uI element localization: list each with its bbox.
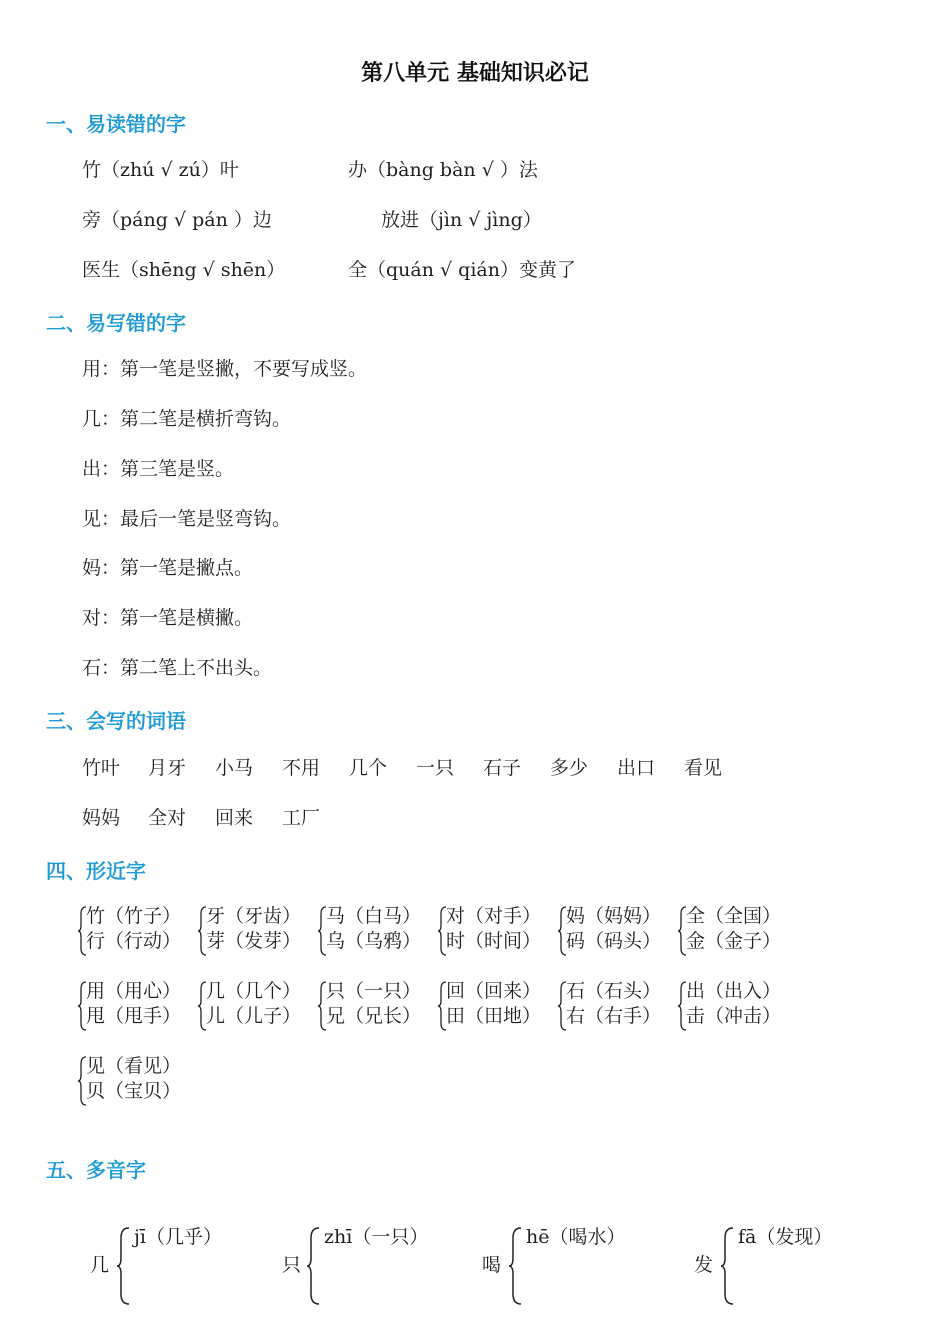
similar-char-top: 回（回来） (446, 980, 542, 1002)
similar-char-bottom: 乌（乌鸦） (326, 930, 422, 952)
word: 石子 (483, 757, 522, 779)
curly-brace-icon (508, 1226, 524, 1306)
section-heading-similar-chars: 四、形近字 (46, 859, 146, 883)
word: 月牙 (148, 757, 187, 779)
similar-char-pair (206, 979, 301, 1029)
similar-char-bottom: 兄（兄长） (326, 1005, 422, 1027)
similar-char-pair (326, 979, 421, 1029)
curly-brace-icon (78, 981, 88, 1031)
section-heading-misread: 一、易读错的字 (46, 112, 186, 136)
misread-item: 旁（páng √ pán ）边 (82, 209, 272, 231)
similar-char-top: 只（一只） (326, 980, 422, 1002)
similar-char-top: 马（白马） (326, 905, 422, 927)
similar-char-bottom: 右（右手） (566, 1005, 662, 1027)
curly-brace-icon (678, 906, 688, 956)
similar-char-pair (686, 979, 781, 1029)
similar-char-bottom: 时（时间） (446, 930, 542, 952)
misread-item: 办（bàng bàn √ ）法 (348, 159, 538, 181)
curly-brace-icon (678, 981, 688, 1031)
word: 几个 (349, 757, 388, 779)
similar-char-top: 竹（竹子） (86, 905, 182, 927)
similar-char-pair (326, 904, 421, 954)
miswritten-item: 用：第一笔是竖撇，不要写成竖。 (82, 358, 368, 380)
similar-char-pair (86, 979, 181, 1029)
polyphonic-reading: jī（几乎） (134, 1226, 222, 1248)
curly-brace-icon (558, 981, 568, 1031)
word: 多少 (550, 757, 589, 779)
misread-item: 放进（jìn √ jìng） (381, 209, 542, 231)
similar-char-bottom: 金（金子） (686, 930, 782, 952)
curly-brace-icon (306, 1226, 322, 1306)
miswritten-item: 妈：第一笔是撇点。 (82, 557, 254, 579)
polyphonic-reading: zhī（一只） (324, 1226, 429, 1248)
similar-char-top: 出（出入） (686, 980, 782, 1002)
polyphonic-reading: fā（发现） (738, 1226, 833, 1248)
similar-char-top: 对（对手） (446, 905, 542, 927)
similar-char-bottom: 田（田地） (446, 1005, 542, 1027)
curly-brace-icon (198, 906, 208, 956)
section-heading-words: 三、会写的词语 (46, 709, 186, 733)
curly-brace-icon (198, 981, 208, 1031)
similar-char-bottom: 行（行动） (86, 930, 182, 952)
misread-item: 竹（zhú √ zú）叶 (82, 159, 239, 181)
similar-char-bottom: 芽（发芽） (206, 930, 302, 952)
misread-item: 全（quán √ qián）变黄了 (348, 259, 576, 281)
miswritten-item: 几：第二笔是横折弯钩。 (82, 408, 292, 430)
miswritten-item: 见：最后一笔是竖弯钩。 (82, 508, 292, 530)
similar-char-top: 牙（牙齿） (206, 905, 302, 927)
similar-char-pair (206, 904, 301, 954)
curly-brace-icon (116, 1226, 132, 1306)
similar-char-pair (686, 904, 781, 954)
miswritten-item: 对：第一笔是横撇。 (82, 607, 254, 629)
similar-char-bottom: 码（码头） (566, 930, 662, 952)
curly-brace-icon (438, 981, 448, 1031)
polyphonic-char: 几 (90, 1254, 110, 1276)
page-title: 第八单元 基础知识必记 (361, 61, 589, 86)
section-heading-miswritten: 二、易写错的字 (46, 311, 186, 335)
miswritten-item: 石：第二笔上不出头。 (82, 657, 273, 679)
similar-char-bottom: 击（冲击） (686, 1005, 782, 1027)
word: 妈妈 (82, 807, 121, 829)
similar-char-top: 用（用心） (86, 980, 182, 1002)
word: 回来 (215, 807, 254, 829)
curly-brace-icon (318, 906, 328, 956)
misread-item: 医生（shēng √ shēn） (82, 259, 286, 281)
similar-char-top: 妈（妈妈） (566, 905, 662, 927)
word: 不用 (282, 757, 321, 779)
similar-char-pair (446, 979, 541, 1029)
similar-char-bottom: 甩（甩手） (86, 1005, 182, 1027)
similar-char-pair (566, 979, 661, 1029)
word: 看见 (684, 757, 723, 779)
similar-char-bottom: 儿（儿子） (206, 1005, 302, 1027)
similar-char-top: 见（看见） (86, 1055, 182, 1077)
polyphonic-char: 只 (282, 1254, 302, 1276)
similar-char-top: 全（全国） (686, 905, 782, 927)
curly-brace-icon (78, 1056, 88, 1106)
similar-char-pair (86, 1054, 181, 1104)
word: 全对 (148, 807, 187, 829)
word: 出口 (617, 757, 656, 779)
polyphonic-char: 喝 (482, 1254, 502, 1276)
polyphonic-char: 发 (694, 1254, 714, 1276)
word: 工厂 (282, 807, 321, 829)
curly-brace-icon (318, 981, 328, 1031)
similar-char-pair (446, 904, 541, 954)
word: 竹叶 (82, 757, 121, 779)
section-heading-polyphonic: 五、多音字 (46, 1158, 146, 1182)
similar-char-top: 几（几个） (206, 980, 302, 1002)
word: 一只 (416, 757, 455, 779)
word: 小马 (215, 757, 254, 779)
similar-char-top: 石（石头） (566, 980, 662, 1002)
polyphonic-reading: hē（喝水） (526, 1226, 626, 1248)
curly-brace-icon (78, 906, 88, 956)
miswritten-item: 出：第三笔是竖。 (82, 458, 235, 480)
similar-char-pair (566, 904, 661, 954)
curly-brace-icon (720, 1226, 736, 1306)
similar-char-pair (86, 904, 181, 954)
curly-brace-icon (438, 906, 448, 956)
similar-char-bottom: 贝（宝贝） (86, 1080, 182, 1102)
curly-brace-icon (558, 906, 568, 956)
